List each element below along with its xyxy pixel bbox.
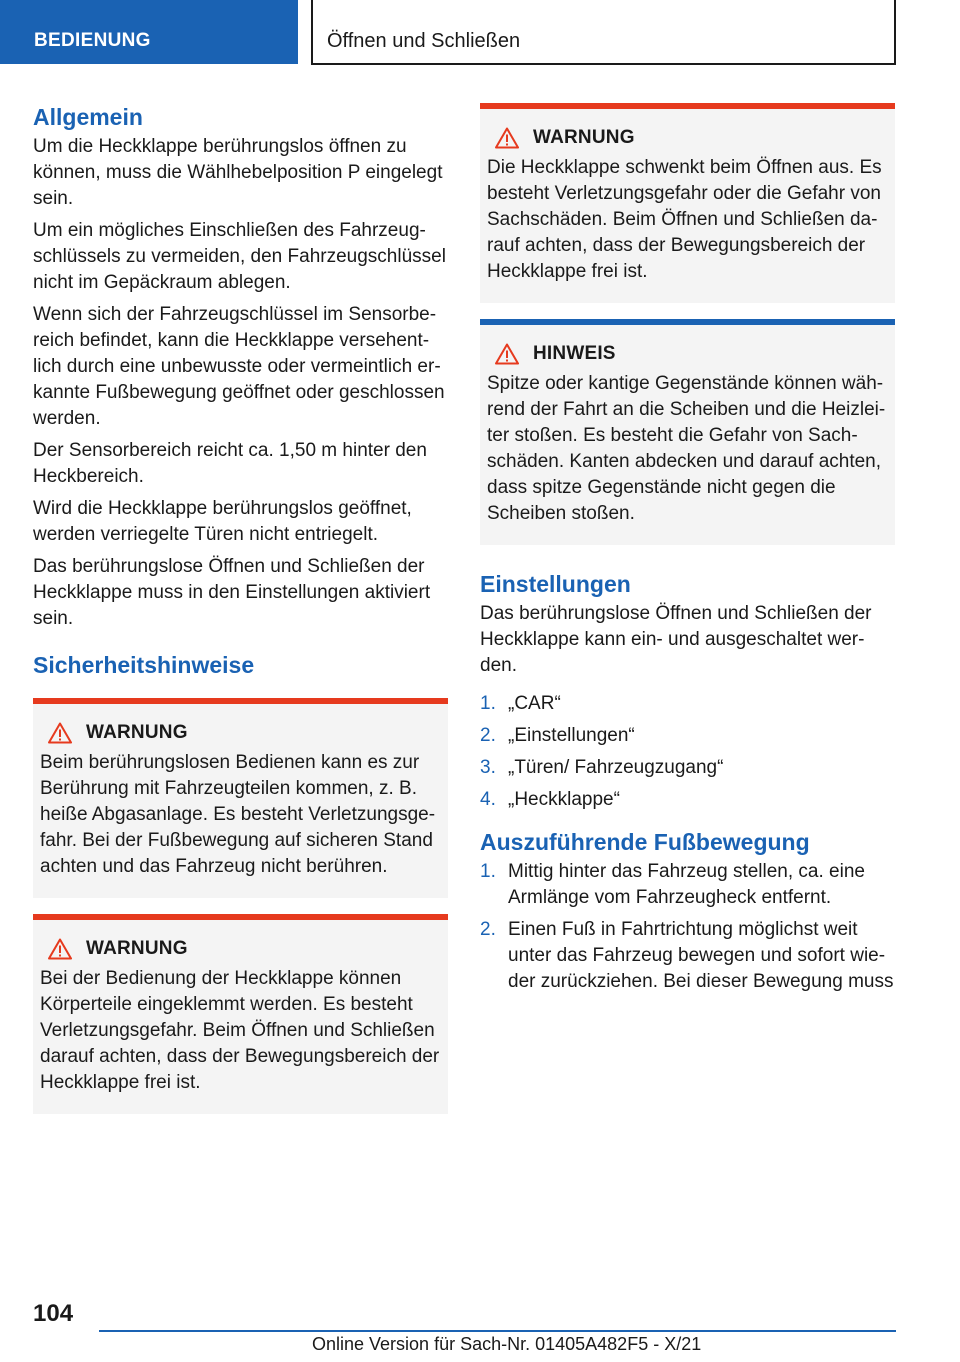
left-column <box>33 100 448 1114</box>
notice-text: Spitze oder kantige Gegenstände können während der Fahrt an die Scheiben und die Heizleiter stoßen. Es besteht die Gefahr von Sachschäden. Kanten abdecken und darauf achten, dass spitze Gegenstände nicht gegen die Scheiben stoßen. <box>487 373 886 524</box>
footer-text: Online Version für Sach-Nr. 01405A482F5 - X/21 <box>312 1334 702 1354</box>
step-text: „CAR“ <box>508 693 561 714</box>
step-number: 4. <box>480 789 496 810</box>
settings-steps <box>480 691 895 813</box>
warning-triangle-icon <box>48 722 72 744</box>
warning-box-header <box>40 718 440 748</box>
step-number: 2. <box>480 919 496 940</box>
warning-text: Die Heckklappe schwenkt beim Öffnen aus. Es besteht Verletzungsgefahr oder die Gefahr von Sachschäden. Beim Öffnen und Schließen darauf achten, dass der Bewegungsbereich der Heckklappe frei ist. <box>487 157 882 282</box>
paragraph: Um die Heckklappe berührungslos öffnen zu können, muss die Wählhebelposition P eingelegt sein. <box>33 136 443 209</box>
warning-box <box>33 698 448 898</box>
right-column <box>480 103 895 1001</box>
warning-label: WARNUNG <box>533 127 635 148</box>
list-item <box>480 859 895 911</box>
section-tab <box>0 0 298 64</box>
warning-triangle-icon <box>495 127 519 149</box>
step-number: 3. <box>480 757 496 778</box>
step-text: „Heckklappe“ <box>508 789 620 810</box>
paragraph: Wenn sich der Fahrzeugschlüssel im Sensorbereich befindet, kann die Heckklappe versehentlich durch eine unbewusste oder vermeintlich erkannte Fußbewegung geöffnet oder geschlossen werden. <box>33 304 445 429</box>
chapter-header <box>311 0 896 65</box>
foot-movement-steps <box>480 859 895 995</box>
warning-text: Beim berührungslosen Bedienen kann es zur Berührung mit Fahrzeugteilen kommen, z. B. heiße Abgasanlage. Es besteht Verletzungsgefahr. Bei der Fußbewegung auf sicheren Stand achten und das Fahrzeug nicht berühren. <box>40 752 436 877</box>
page-number: 104 <box>33 1300 74 1327</box>
paragraph: Das berührungslose Öffnen und Schließen der Heckklappe kann ein- und ausgeschaltet werden. <box>480 603 872 676</box>
heading-sicherheitshinweise: Sicherheitshinweise <box>33 652 255 678</box>
step-text: Einen Fuß in Fahrtrichtung möglichst weit unter das Fahrzeug bewegen und sofort wieder zurückziehen. Bei dieser Bewegung muss <box>508 919 894 992</box>
step-number: 2. <box>480 725 496 746</box>
step-text: Mittig hinter das Fahrzeug stellen, ca. eine Armlänge vom Fahrzeugheck entfernt. <box>508 861 865 908</box>
warning-triangle-icon <box>48 938 72 960</box>
heading-fussbewegung: Auszuführende Fußbewegung <box>480 829 810 855</box>
step-number: 1. <box>480 693 496 714</box>
warning-box <box>480 103 895 303</box>
list-item <box>480 787 895 813</box>
warning-label: WARNUNG <box>86 938 188 959</box>
paragraph: Um ein mögliches Einschließen des Fahrzeugschlüssels zu vermeiden, den Fahrzeugschlüssel nicht im Gepäckraum ablegen. <box>33 220 446 293</box>
heading-einstellungen: Einstellungen <box>480 571 631 597</box>
warning-triangle-icon <box>495 343 519 365</box>
notice-box <box>480 319 895 545</box>
section-title: BEDIENUNG <box>34 30 151 51</box>
list-item <box>480 723 895 749</box>
notice-label: HINWEIS <box>533 343 616 364</box>
warning-box-header <box>487 123 887 153</box>
warning-text: Bei der Bedienung der Heckklappe können Körperteile eingeklemmt werden. Es besteht Verletzungsgefahr. Beim Öffnen und Schließen darauf achten, dass der Bewegungsbereich der Heckklappe frei ist. <box>40 968 440 1093</box>
list-item <box>480 755 895 781</box>
list-item <box>480 691 895 717</box>
warning-label: WARNUNG <box>86 722 188 743</box>
warning-box-header <box>40 934 440 964</box>
step-text: „Einstellungen“ <box>508 725 635 746</box>
warning-box <box>33 914 448 1114</box>
step-number: 1. <box>480 861 496 882</box>
notice-box-header <box>487 339 887 369</box>
chapter-title: Öffnen und Schließen <box>327 30 521 52</box>
paragraph: Das berührungslose Öffnen und Schließen der Heckklappe muss in den Einstellungen aktiviert sein. <box>33 556 431 629</box>
list-item <box>480 917 895 995</box>
heading-allgemein: Allgemein <box>33 104 143 130</box>
paragraph: Wird die Heckklappe berührungslos geöffnet, werden verriegelte Türen nicht entriegelt. <box>33 498 412 545</box>
paragraph: Der Sensorbereich reicht ca. 1,50 m hinter den Heckbereich. <box>33 440 427 487</box>
footer-rule <box>99 1330 896 1332</box>
step-text: „Türen/ Fahrzeugzugang“ <box>508 757 724 778</box>
